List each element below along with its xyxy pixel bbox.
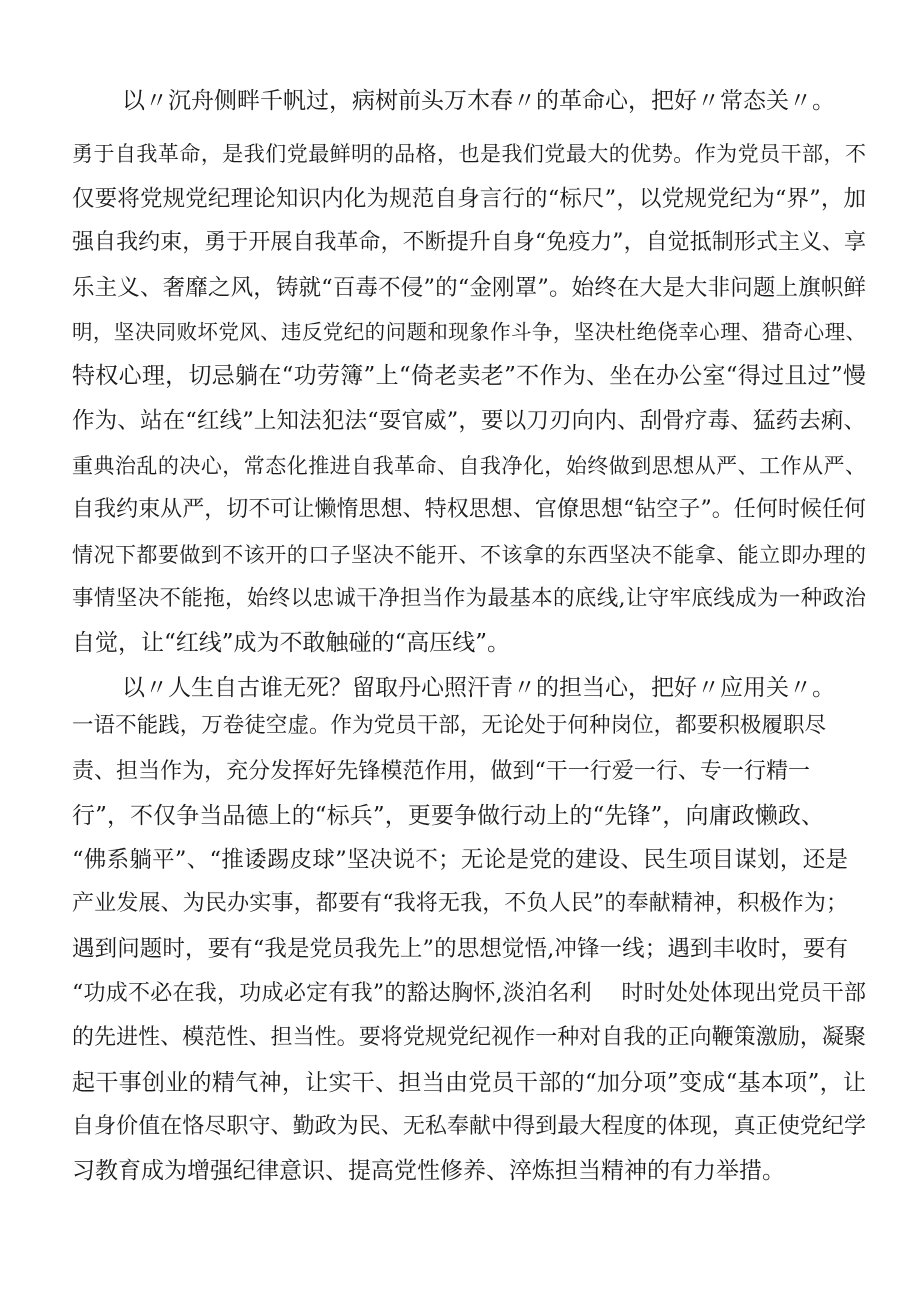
section-2-line: 的先进性、模范性、担当性。要将党规党纪视作一种对自我的正向鞭策激励，凝聚 [72, 1025, 866, 1050]
section-2-line: 一语不能践，万卷徒空虚。作为党员干部，无论处于何种岗位，都要积极履职尽 [72, 713, 826, 738]
section-2-line: 习教育成为增强纪律意识、提高党性修养、淬炼担当精神的有力举措。 [72, 1158, 785, 1184]
section-1-line: 勇于自我革命，是我们党最鲜明的品格，也是我们党最大的优势。作为党员干部，不 [72, 142, 866, 166]
section-2-line: “佛系躺平”、“推诿踢皮球”坚决说不；无论是党的建设、民生项目谋划，还是 [72, 847, 848, 873]
section-1-line: 作为、站在“红线”上知法犯法“耍官威”，要以刀刃向内、刮骨疗毒、猛药去痢、 [72, 408, 866, 434]
section-1-line: 明，坚决同败坏党风、违反党纪的问题和现象作斗争，坚决杜绝侥幸心理、猎奇心理、 [72, 320, 866, 344]
section-2-line: 责、担当作为，充分发挥好先锋模范作用，做到“干一行爱一行、专一行精一 [72, 759, 810, 784]
section-1-line: 事情坚决不能拖，始终以忠诚干净担当作为最基本的底线,让守牢底线成为一种政治 [72, 586, 866, 611]
section-2-line: “功成不必在我，功成必定有我”的豁达胸怀,淡泊名利 时时处处体现出党员干部 [72, 981, 866, 1006]
section-1-line: 乐主义、奢靡之风，铸就“百毒不侵”的“金刚罩”。始终在大是大非问题上旗帜鲜 [72, 275, 866, 301]
section-1-line: 自我约束从严，切不可让懒惰思想、特权思想、官僚思想“钻空子”。任何时候任何 [72, 497, 866, 522]
section-1-line: 自觉，让“红线”成为不敢触碰的“高压线”。 [72, 630, 511, 656]
section-1-line: 强自我约束，勇于开展自我革命，不断提升自身“免疫力”，自觉抵制形式主义、享 [72, 230, 866, 255]
section-2-line: 自身价值在恪尽职守、勤政为民、无私奉献中得到最大程度的体现，真正使党纪学 [72, 1114, 866, 1139]
section-1-line: 仅要将党规党纪理论知识内化为规范自身言行的“标尺”，以党规党纪为“界”，加 [72, 186, 866, 212]
section-1-heading: 以〃沉舟侧畔千帆过，病树前头万木春〃的革命心，把好〃常态关〃。 [122, 88, 835, 114]
section-1-line: 情况下都要做到不该开的口子坚决不能开、不该拿的东西坚决不能拿、能立即办理的 [72, 543, 866, 567]
section-2-line: 起干事创业的精气神，让实干、担当由党员干部的“加分项”变成“基本项”，让 [72, 1070, 866, 1096]
section-2-line: 遇到问题时，要有“我是党员我先上”的思想觉悟,冲锋一线；遇到丰收时，要有 [72, 936, 848, 962]
section-2-line: 产业发展、为民办实事，都要有“我将无我，不负人民”的奉献精神，积极作为； [72, 891, 848, 916]
section-1-line: 重典治乱的决心，常态化推进自我革命、自我净化，始终做到思想从严、工作从严、 [72, 454, 866, 478]
section-2-heading: 以〃人生自古谁无死？留取丹心照汗青〃的担当心，把好〃应用关〃。 [122, 675, 835, 701]
section-1-line: 特权心理，切忌躺在“功劳簿”上“倚老卖老”不作为、坐在办公室“得过且过”慢 [72, 363, 866, 389]
section-2-line: 行”，不仅争当品德上的“标兵”，更要争做行动上的“先锋”，向庸政懒政、 [72, 803, 824, 829]
